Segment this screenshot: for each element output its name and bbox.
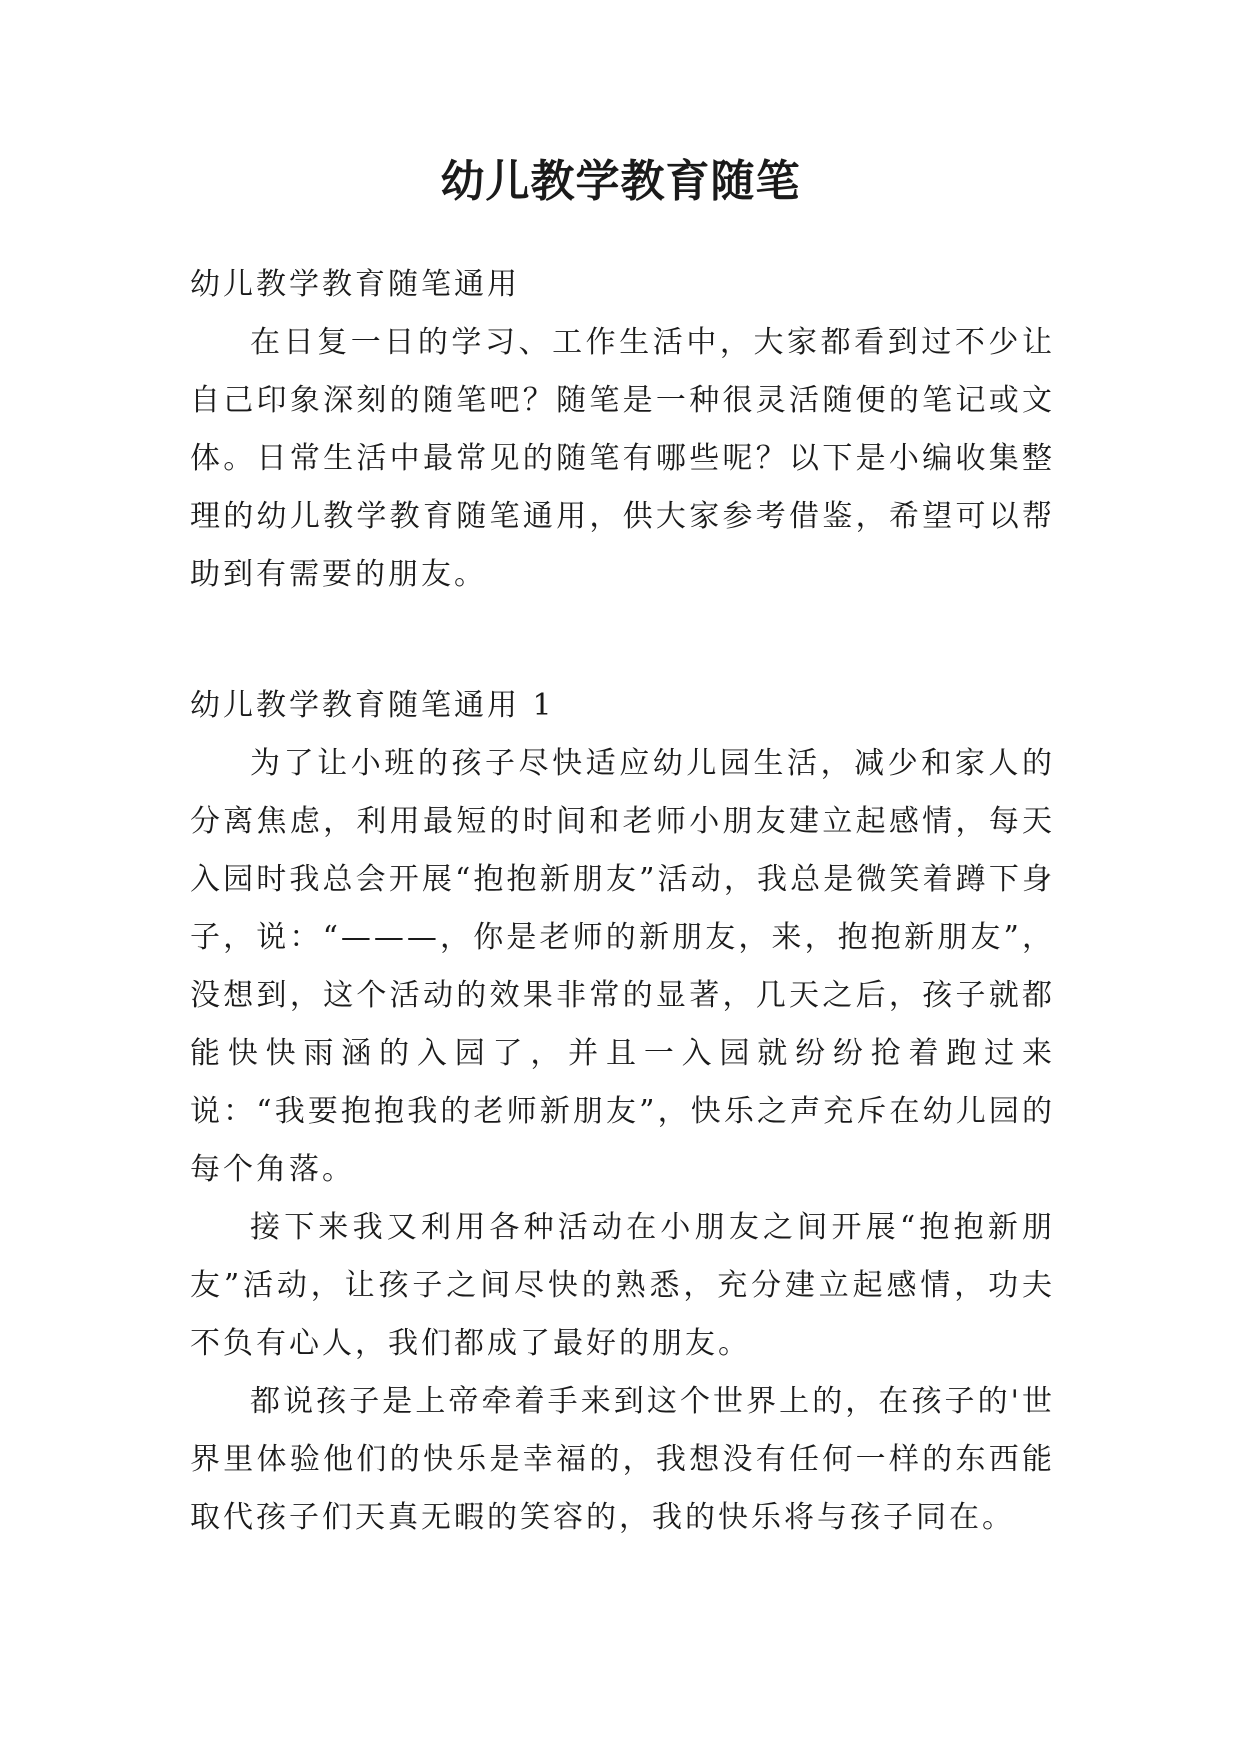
section1-paragraph-2: 接下来我又利用各种活动在小朋友之间开展“抱抱新朋友”活动，让孩子之间尽快的熟悉，充分建立起感情，功夫不负有心人，我们都成了最好的朋友。 — [190, 1210, 1055, 1361]
section1-paragraph-3: 都说孩子是上帝牵着手来到这个世界上的，在孩子的'世界里体验他们的快乐是幸福的，我想没有任何一样的东西能取代孩子们天真无暇的笑容的，我的快乐将与孩子同在。 — [190, 1384, 1055, 1535]
document-title: 幼儿教学教育随笔 — [440, 156, 801, 207]
section-spacer — [190, 604, 1055, 677]
section1-heading: 幼儿教学教育随笔通用 1 — [190, 688, 555, 723]
section1-paragraph-1: 为了让小班的孩子尽快适应幼儿园生活，减少和家人的分离焦虑，利用最短的时间和老师小朋友建立起感情，每天入园时我总会开展“抱抱新朋友”活动，我总是微笑着蹲下身子，说：“———，你是老师的新朋友，来，抱抱新朋友”，没想到，这个活动的效果非常的显著，几天之后，孩子就都能快快雨涵的入园了，并且一入园就纷纷抢着跑过来说：“我要抱抱我的老师新朋友”，快乐之声充斥在幼儿园的每个角落。 — [190, 746, 1055, 1187]
intro-paragraph: 在日复一日的学习、工作生活中，大家都看到过不少让自己印象深刻的随笔吧？随笔是一种很灵活随便的笔记或文体。日常生活中最常见的随笔有哪些呢？以下是小编收集整理的幼儿教学教育随笔通用，供大家参考借鉴，希望可以帮助到有需要的朋友。 — [190, 325, 1055, 592]
intro-heading: 幼儿教学教育随笔通用 — [190, 267, 520, 302]
document-body — [190, 256, 1055, 1547]
